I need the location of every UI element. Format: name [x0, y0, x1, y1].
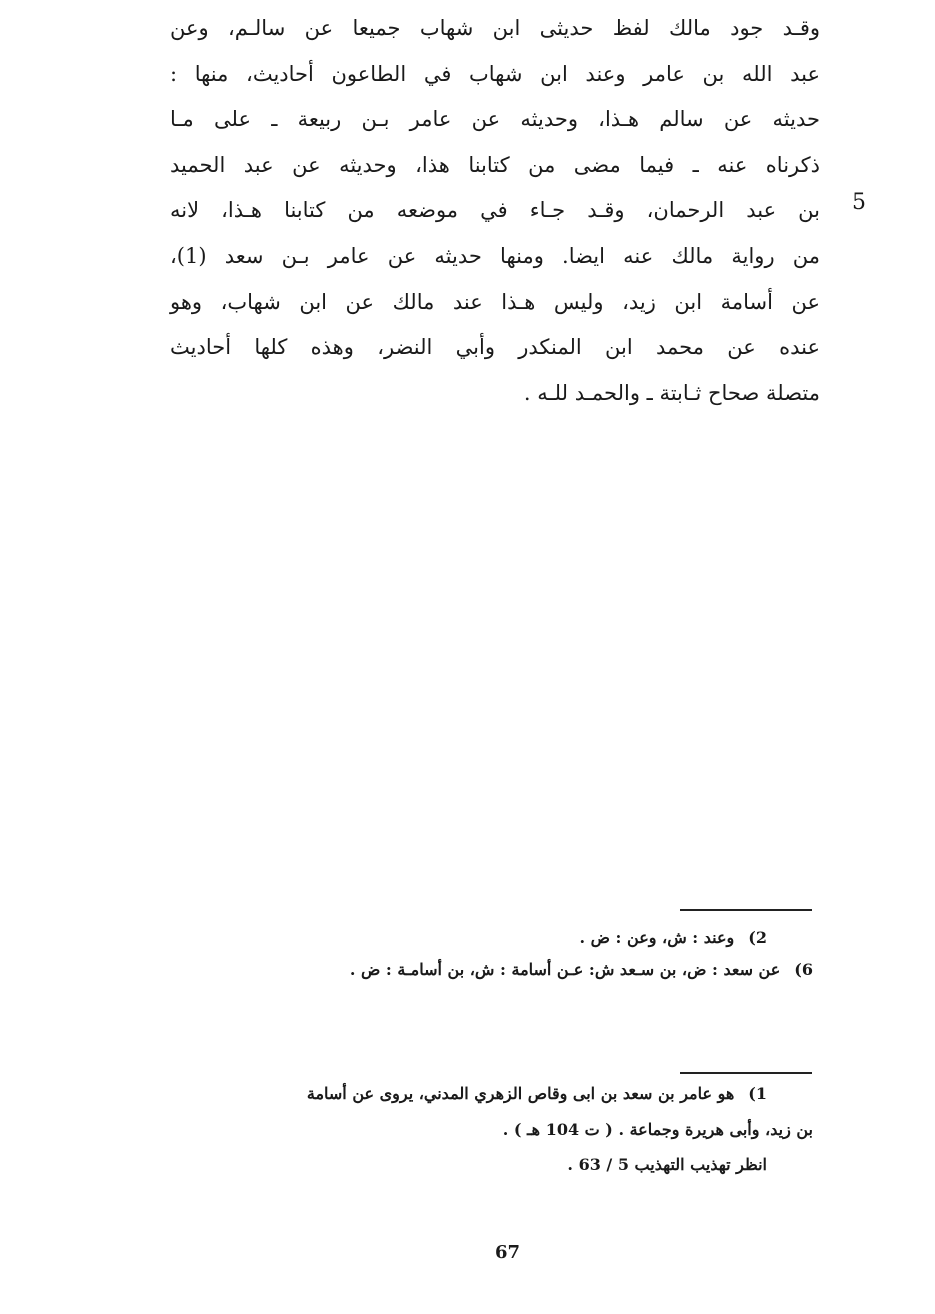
variant-note-2	[350, 960, 813, 979]
page-number: 67	[495, 1242, 521, 1263]
text-line-2: عبد الله بن عامر وعند ابن شهاب في الطاعون أحاديث، منها :	[170, 61, 820, 86]
variants-separator-rule	[680, 909, 812, 911]
variant-note-text: وعند : ش، وعن : ض .	[579, 928, 735, 947]
footnotes-separator-rule	[680, 1072, 812, 1074]
variant-note-number: 2)	[748, 928, 767, 947]
footnote-1-line-1	[307, 1084, 767, 1103]
text-line-8: عنده عن محمد ابن المنكدر وأبي النضر، وهذه كلها أحاديث	[170, 335, 820, 360]
footnote-1-line-2	[503, 1120, 813, 1139]
footnote-text: انظر تهذيب التهذيب 5 / 63 .	[567, 1155, 767, 1174]
footnote-number: 1)	[748, 1084, 767, 1103]
variant-note-number: 6)	[794, 960, 813, 979]
footnote-text: هو عامر بن سعد بن ابى وقاص الزهري المدني، يروى عن أسامة	[306, 1084, 735, 1103]
variant-note-1	[579, 928, 767, 947]
footnote-1-line-3	[567, 1155, 767, 1174]
text-line-9: متصلة صحاح ثـابتة ـ والحمـد للـه .	[523, 380, 820, 405]
text-line-5: بن عبد الرحمان، وقـد جـاء في موضعه من كتابنا هـذا، لانه	[170, 198, 821, 223]
text-line-1: وقـد جود مالك لفظ حديثى ابن شهاب جميعا عن سالـم، وعن	[170, 16, 820, 40]
text-line-6: من رواية مالك عنه ايضا. ومنها حديثه عن عامر بـن سعد (1)،	[170, 243, 820, 268]
margin-line-number: 5	[852, 190, 866, 215]
footnote-text: بن زيد، وأبى هريرة وجماعة . ( ت 104 هـ ) .	[502, 1120, 813, 1139]
variant-note-text: عن سعد : ض، بن سـعد ش: عـن أسامة : ش، بن أسامـة : ض .	[349, 960, 781, 979]
text-line-4: ذكرناه عنه ـ فيما مضى من كتابنا هذا، وحديثه عن عبد الحميد	[170, 152, 820, 177]
text-line-7: عن أسامة ابن زيد، وليس هـذا عند مالك عن ابن شهاب، وهو	[170, 289, 820, 314]
main-text-block	[170, 6, 820, 416]
text-line-3: حديثه عن سالم هـذا، وحديثه عن عامر بـن ربيعة ـ على مـا	[170, 107, 820, 132]
